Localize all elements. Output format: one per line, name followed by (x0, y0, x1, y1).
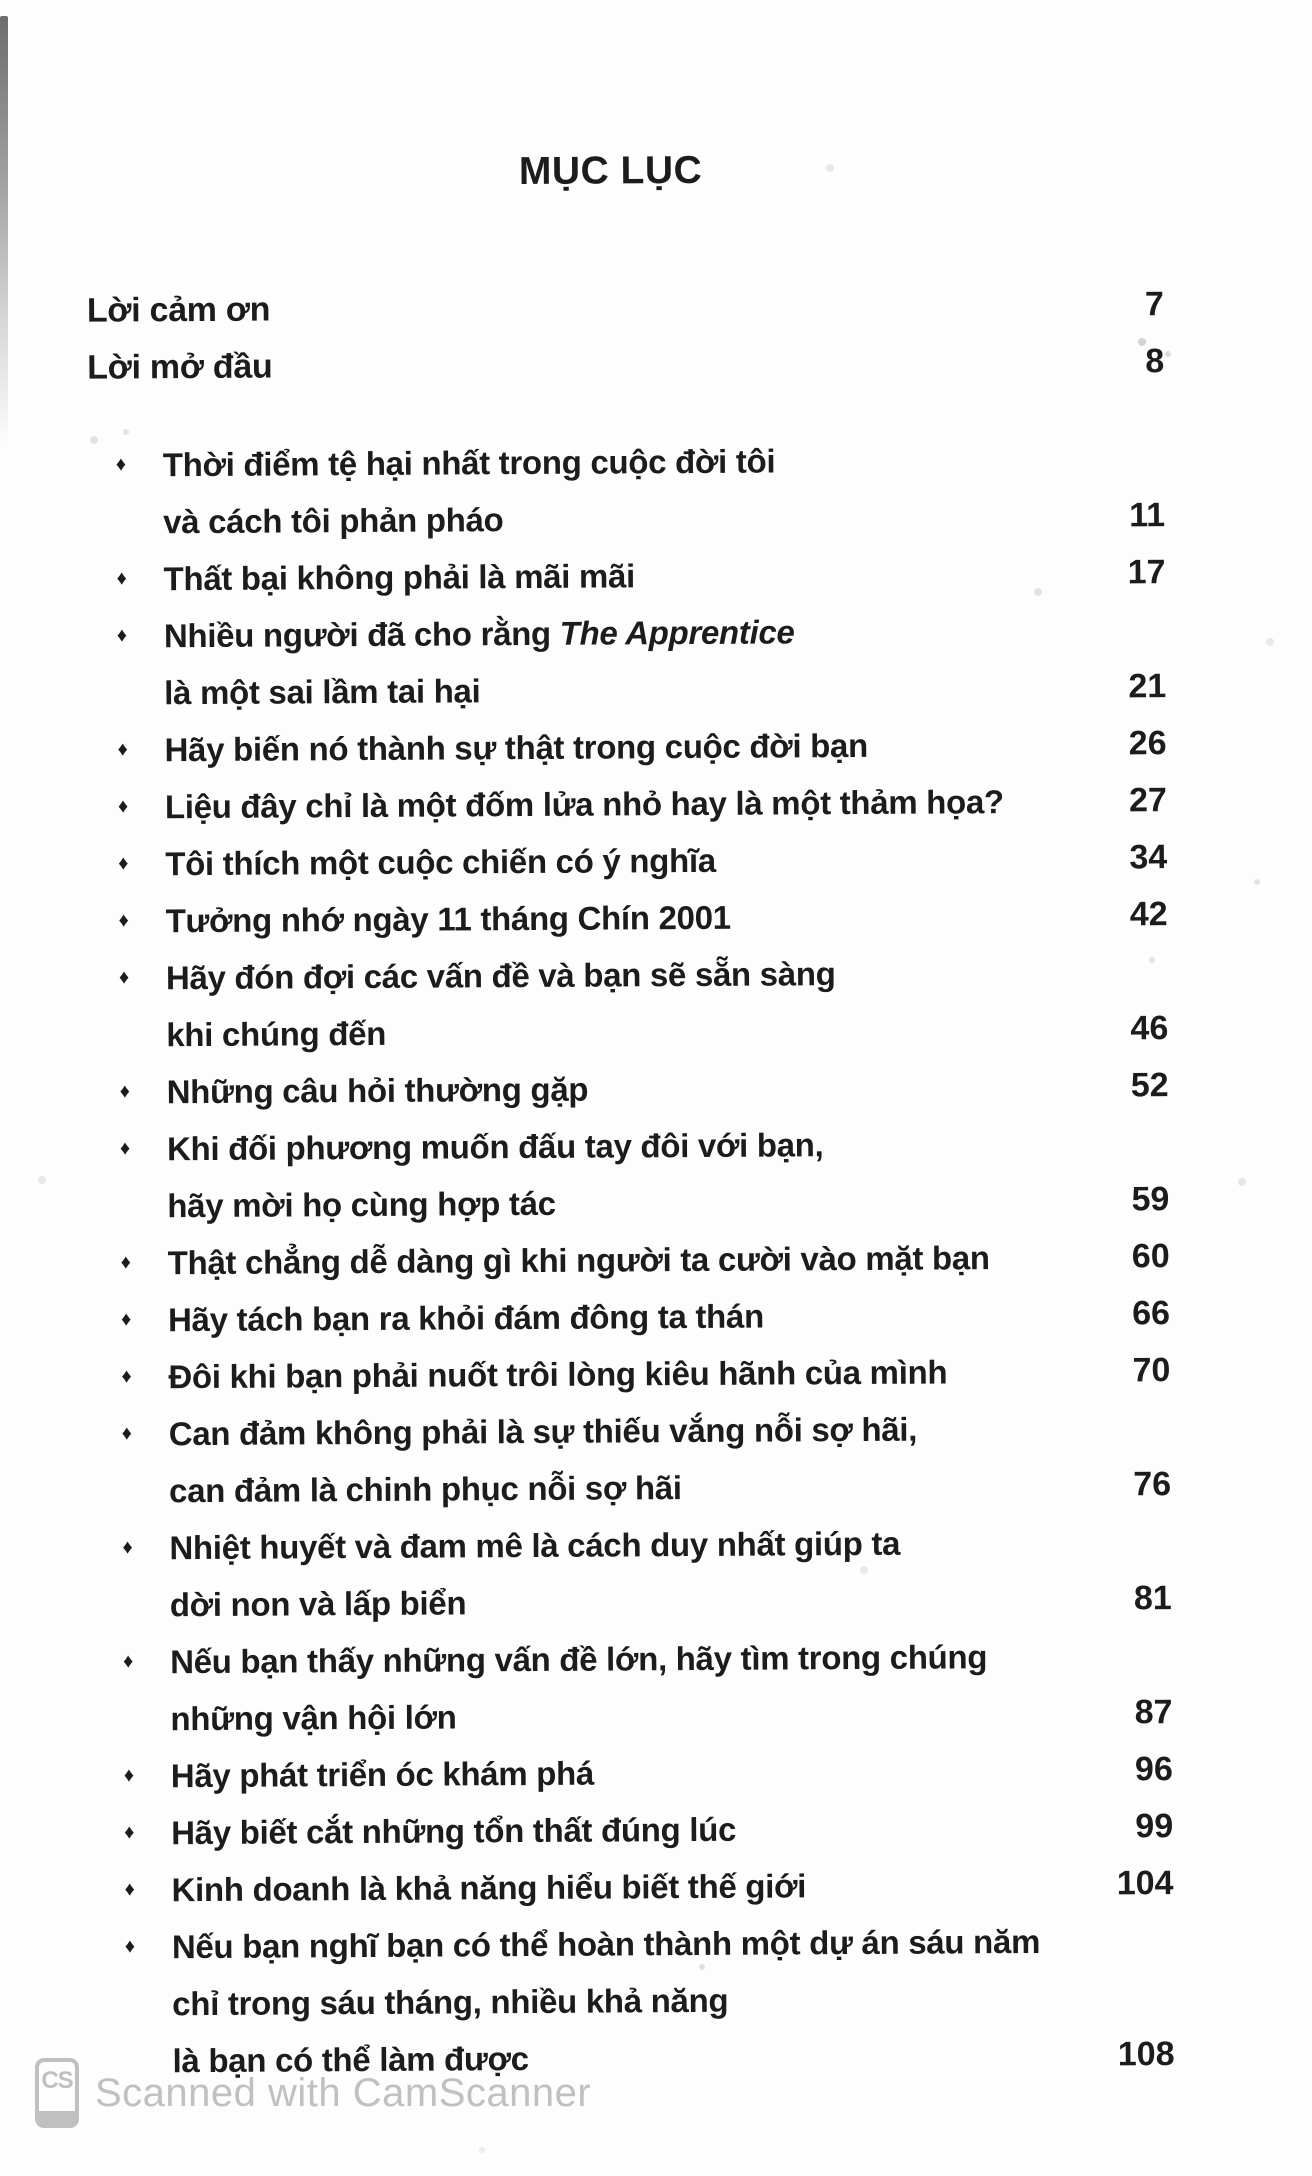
toc-entry-line-run: Can đảm không phải là sự thiếu vắng nỗi sợ hãi, (168, 1410, 918, 1453)
camscanner-watermark (35, 2058, 591, 2128)
camscanner-logo-text: CS (41, 2067, 73, 2094)
toc-entry-title (163, 545, 1055, 607)
toc-entry-line (170, 1571, 1062, 1633)
toc-entry-line-run: Những câu hỏi thường gặp (166, 1070, 589, 1111)
toc-entry-line-run: Thật chẳng dễ dàng gì khi người ta cười vào mặt bạn (167, 1239, 990, 1282)
bullet-diamond-icon: ♦ (118, 909, 129, 932)
page-number: 59 (1131, 1180, 1170, 1219)
toc-entry (92, 1114, 1170, 1235)
page-number: 66 (1132, 1294, 1171, 1333)
bullet-diamond-icon: ♦ (117, 738, 128, 761)
bullet-diamond-icon: ♦ (117, 795, 129, 818)
camscanner-logo-icon (35, 2058, 79, 2128)
toc-entry-line-run: Liệu đây chỉ là một đốm lửa nhỏ hay là một thảm họa? (164, 783, 1004, 826)
toc-entry-line-run: can đảm là chinh phục nỗi sợ hãi (168, 1469, 682, 1510)
page-number: 8 (1145, 342, 1165, 381)
page-number: 87 (1134, 1693, 1173, 1732)
bullet-diamond-icon: ♦ (120, 1251, 131, 1274)
toc-entry (88, 430, 1166, 551)
toc-entry-title (166, 944, 1059, 1063)
toc-entry-title (171, 1742, 1063, 1804)
toc-entry-line (172, 1913, 1064, 1975)
toc-entry-line-run: Kinh doanh là khả năng hiểu biết thế giới (171, 1867, 807, 1909)
front-matter-list (87, 276, 1165, 397)
toc-entry-title (168, 1229, 1060, 1291)
toc-entry-line-run: Nhiệt huyết và đam mê là cách duy nhất giúp ta (169, 1524, 901, 1567)
toc-entry (94, 1513, 1172, 1634)
toc-entry-line (163, 488, 1055, 550)
toc-entry (90, 772, 1167, 836)
page-number: 27 (1128, 781, 1168, 820)
toc-entry-line (167, 1115, 1059, 1177)
toc-entry-line (168, 1229, 1060, 1291)
toc-entry-line-run: hãy mời họ cùng hợp tác (167, 1184, 556, 1225)
toc-entry-title (166, 1058, 1058, 1120)
toc-entry-line-run: Thất bại không phải là mãi mãi (163, 557, 636, 598)
page-number: 60 (1131, 1237, 1170, 1276)
toc-entry (88, 544, 1165, 608)
toc-entry-line-run: và cách tôi phản pháo (163, 501, 504, 541)
page-number: 11 (1129, 496, 1166, 535)
toc-entry (93, 1342, 1170, 1406)
page-number: 26 (1128, 724, 1167, 763)
front-matter-row (87, 276, 1164, 340)
toc-entry-line-run: Tưởng nhớ ngày 11 tháng Chín 2001 (165, 898, 731, 940)
toc-entry-line (171, 1799, 1063, 1861)
toc-entry-line (166, 1001, 1058, 1063)
toc-entry-line (169, 1400, 1061, 1462)
toc-entry (96, 1798, 1173, 1862)
toc-entry-title (165, 830, 1057, 892)
toc-entry (94, 1399, 1172, 1520)
page-number: 46 (1130, 1009, 1169, 1048)
toc-entry-line-run: Thời điểm tệ hại nhất trong cuộc đời tôi (162, 442, 776, 484)
page-number: 52 (1130, 1066, 1169, 1105)
bullet-diamond-icon: ♦ (116, 567, 127, 590)
front-matter-label: Lời cảm ơn (86, 290, 271, 330)
bullet-diamond-icon: ♦ (116, 624, 128, 647)
toc-entry (93, 1285, 1170, 1349)
bullet-diamond-icon: ♦ (124, 1935, 136, 1958)
toc-entry (95, 1627, 1173, 1748)
toc-entry-line (166, 944, 1058, 1006)
toc-entry-line (169, 1514, 1061, 1576)
page-title: MỤC LỤC (518, 148, 703, 194)
toc-entry-line-run: Nếu bạn nghĩ bạn có thể hoàn thành một dự án sáu năm (171, 1922, 1041, 1966)
page-number: 104 (1116, 1864, 1174, 1903)
bullet-diamond-icon: ♦ (118, 966, 130, 989)
bullet-diamond-icon: ♦ (122, 1536, 133, 1559)
toc-entry-line-run: Hãy phát triển óc khám phá (170, 1754, 595, 1795)
toc-entry-line (170, 1628, 1062, 1690)
toc-entry-line-run: Đôi khi bạn phải nuốt trôi lòng kiêu hãnh của mình (168, 1353, 948, 1396)
toc-entry-line-run: Hãy tách bạn ra khỏi đám đông ta thán (167, 1297, 764, 1339)
toc-entry (89, 715, 1166, 779)
toc-entry-line-run: Hãy đón đợi các vấn đề và bạn sẽ sẵn sàng (165, 955, 836, 997)
toc-entry-line (171, 1742, 1063, 1804)
toc-entry-line-run: Hãy biến nó thành sự thật trong cuộc đời bạn (164, 726, 869, 769)
toc-entry-line-run: Khi đối phương muốn đấu tay đôi với bạn, (166, 1126, 824, 1168)
bullet-diamond-icon: ♦ (123, 1650, 134, 1673)
toc-entry-line-run: Hãy biết cắt những tổn thất đúng lúc (171, 1810, 737, 1852)
bullet-diamond-icon: ♦ (120, 1308, 132, 1331)
toc-entry-title (167, 1115, 1060, 1234)
toc-entry-line (163, 545, 1055, 607)
page-number: 99 (1135, 1807, 1174, 1846)
toc-entry-line-run: chỉ trong sáu tháng, nhiều khả năng (172, 1981, 729, 2023)
toc-entry (96, 1855, 1173, 1919)
toc-entry-line-run: là một sai lầm tai hại (164, 672, 481, 712)
toc-entry (90, 886, 1167, 950)
page-number: 81 (1133, 1579, 1172, 1618)
toc-entry-line-run: khi chúng đến (166, 1014, 387, 1054)
toc-entry (89, 601, 1167, 722)
bullet-diamond-icon: ♦ (119, 1137, 131, 1160)
toc-entry (93, 1228, 1170, 1292)
page-number: 96 (1134, 1750, 1173, 1789)
toc-entry-line (164, 602, 1056, 664)
toc-entry-title (171, 1856, 1063, 1918)
toc-entry (90, 829, 1167, 893)
toc-entry-line (165, 887, 1057, 949)
toc-entry-line (168, 1286, 1060, 1348)
toc-entry-title (169, 1400, 1062, 1519)
toc-entry-line-run: Nếu bạn thấy những vấn đề lớn, hãy tìm trong chúng (170, 1638, 988, 1681)
toc-entry-line (164, 716, 1056, 778)
bullet-diamond-icon: ♦ (121, 1422, 133, 1445)
toc-entry-title (170, 1628, 1063, 1747)
toc-entry-title (168, 1343, 1060, 1405)
toc-entry-line (166, 1058, 1058, 1120)
front-matter-label: Lời mở đầu (87, 347, 273, 387)
camscanner-watermark-label: Scanned with CamScanner (95, 2070, 592, 2115)
toc-entry (96, 1741, 1173, 1805)
front-matter-row (87, 333, 1164, 397)
bullet-diamond-icon: ♦ (121, 1365, 132, 1388)
toc-entry-line-run: là bạn có thể làm được (172, 2040, 529, 2080)
toc-entry-line (165, 773, 1057, 835)
toc-entry-title (168, 1286, 1060, 1348)
toc-entry-line (171, 1856, 1063, 1918)
page-number: 7 (1144, 285, 1164, 324)
toc-entry (91, 943, 1169, 1064)
toc-entry-line (168, 1343, 1060, 1405)
bullet-diamond-icon: ♦ (118, 852, 129, 875)
toc-entry-title (163, 431, 1056, 550)
toc-entry-line (165, 830, 1057, 892)
toc-entry-title (165, 773, 1057, 835)
bullet-diamond-icon: ♦ (124, 1821, 135, 1844)
toc-entry-line-run: những vận hội lớn (170, 1698, 457, 1738)
toc-entry-line-run: Nhiều người đã cho rằng (163, 614, 560, 655)
page-number: 70 (1132, 1351, 1171, 1390)
camscanner-logo-bar (39, 2111, 75, 2124)
bullet-diamond-icon: ♦ (124, 1878, 135, 1901)
toc-entry-line (169, 1457, 1061, 1519)
toc-entry-line-run: Tôi thích một cuộc chiến có ý nghĩa (165, 841, 716, 883)
bullet-diamond-icon: ♦ (115, 453, 127, 476)
toc-entry-title (164, 602, 1057, 721)
page-number: 17 (1127, 553, 1166, 592)
toc-entry-title (165, 887, 1057, 949)
page-number: 21 (1128, 667, 1167, 706)
toc-entry-line-italic-run: The Apprentice (559, 613, 795, 652)
toc-entry-line (164, 659, 1056, 721)
toc-entry-line (167, 1172, 1059, 1234)
toc-list (88, 430, 1175, 2090)
toc-entry-line-run: dời non và lấp biển (169, 1584, 467, 1624)
toc-entry (91, 1057, 1168, 1121)
bullet-diamond-icon: ♦ (123, 1764, 135, 1787)
toc-entry-title (171, 1799, 1063, 1861)
toc-entry-line (163, 431, 1055, 493)
page-number: 108 (1117, 2035, 1175, 2074)
toc-entry-title (169, 1514, 1062, 1633)
page-number: 76 (1133, 1465, 1172, 1504)
toc-entry-title (164, 716, 1056, 778)
bullet-diamond-icon: ♦ (119, 1080, 130, 1103)
page-number: 42 (1129, 895, 1168, 934)
page-number: 34 (1129, 838, 1168, 877)
toc-entry-line (170, 1685, 1062, 1747)
toc-entry-line (172, 1970, 1064, 2032)
